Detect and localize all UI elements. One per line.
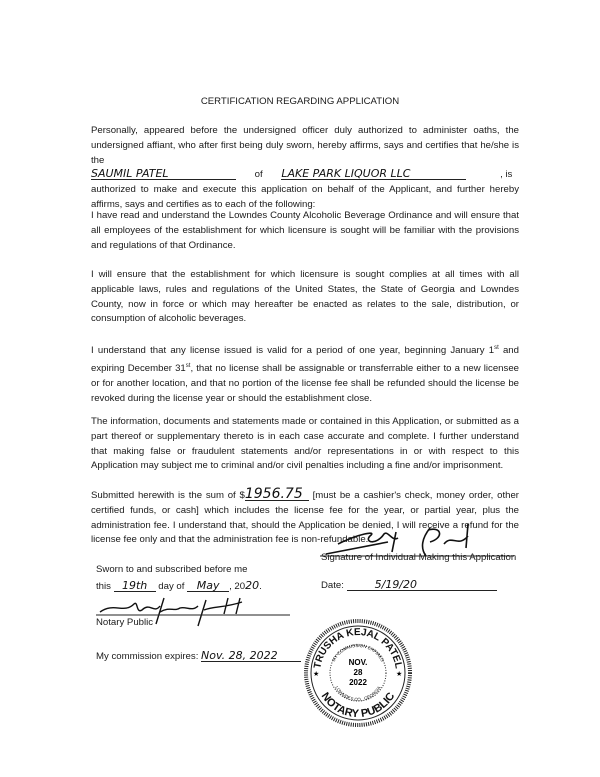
seal-inner: MY COMMISSION EXPIRES [330,642,386,663]
fee-text-a: Submitted herewith is the sum of $ [91,490,245,501]
commission-expires-date: Nov. 28, 2022 [201,650,301,662]
intro-text-2: authorized to make and execute this application on behalf of the Applicant, and further hereby affirms, says and certifies as to each of the following: [91,184,519,210]
intro-paragraph [91,124,519,213]
commission-line [96,650,301,662]
signature-label: Signature of Individual Making this Application [321,552,517,563]
day-of-text: day of [158,581,185,592]
seal-bottom: NOTARY PUBLIC [318,690,398,721]
sworn-day: 19th [114,580,156,592]
company-name: LAKE PARK LIQUOR LLC [281,168,466,180]
seal-star-icon: ★ [313,671,320,678]
seal-county: LOWNDES CO., GEORGIA [334,685,382,703]
of-text: of [254,169,263,181]
sworn-year: 20 [245,579,260,592]
is-text: , is [500,169,513,181]
date-label: Date: [321,580,344,591]
sworn-month: May [187,580,229,592]
information-paragraph: The information, documents and statements made or contained in this Application, or submitted as a part thereof or supplementary thereto is in each case accurate and complete. I further understand that making false or fraudulent statements and/or representations in or with respect to this Application may subject me to criminal and/or civil penalties including a fine and/or imprisonment. [91,416,519,472]
date-line [321,579,497,591]
notary-seal [302,617,414,729]
sworn-date-line: this 19th day of May , 2020. [96,579,262,592]
compliance-paragraph: I will ensure that the establishment for which licensure is sought complies at all times with all applicable laws, rules and regulations of the United States, the State of Georgia and Lowndes County, now in force or which may hereafter be enacted as relates to the sale, distribution, or consumption of alcoholic beverages. [91,269,519,325]
p4-sup2: st [185,362,191,369]
signature-date: 5/19/20 [347,579,497,591]
fee-amount: 1956.75 [245,489,309,501]
p4-text-b: and expiring December 31 [91,345,519,375]
svg-text:NOTARY PUBLIC [319,690,398,720]
seal-star-icon: ★ [396,671,403,678]
seal-name: TRUSHA KEJAL PATEL [312,626,404,670]
p4-text-a: I understand that any license issued is valid for a period of one year, beginning January 1 [91,345,495,357]
svg-text:LOWNDES CO., GEORGIA [334,685,382,702]
seal-date-2: 28 [353,668,363,677]
seal-date-3: 2022 [349,678,367,687]
intro-text: Personally, appeared before the undersigned officer duly authorized to administer oaths, the undersigned affiant, who after first being duly sworn, hereby affirms, says and certifies that he/she is the [91,125,519,166]
license-validity-paragraph [91,341,519,407]
sworn-text: Sworn to and subscribed before me [96,564,248,575]
seal-date-1: NOV. [348,658,368,667]
fee-text-b: [must be a cashier's check, money order, other certified funds, or cash] which includes the license fee for the year, or partial year, plus the administration fee. I understand that, should the Application be denied, I will receive a refund for the license fee only and that the administration fee is non-refundable. [91,490,519,546]
affiant-name: SAUMIL PATEL [91,168,236,180]
ordinance-paragraph: I have read and understand the Lowndes County Alcoholic Beverage Ordinance and will ensure that all employees of the establishment for which licensure is sought will be familiar with the provisions and regulations of that Ordinance. [91,210,519,251]
p4-sup1: st [494,345,499,351]
document-title: CERTIFICATION REGARDING APPLICATION [200,96,400,107]
notary-public-label: Notary Public [96,617,154,628]
p4-text-c: , that no license shall be assignable or transferrable either to a new licensee or for another location, and that no portion of the license fee shall be refunded should the license be revoked during the license year or should the establishment close. [91,363,519,404]
commission-expires-label: My commission expires: [96,651,199,662]
this-text: this [96,581,111,592]
year-prefix: , 20 [229,581,246,592]
